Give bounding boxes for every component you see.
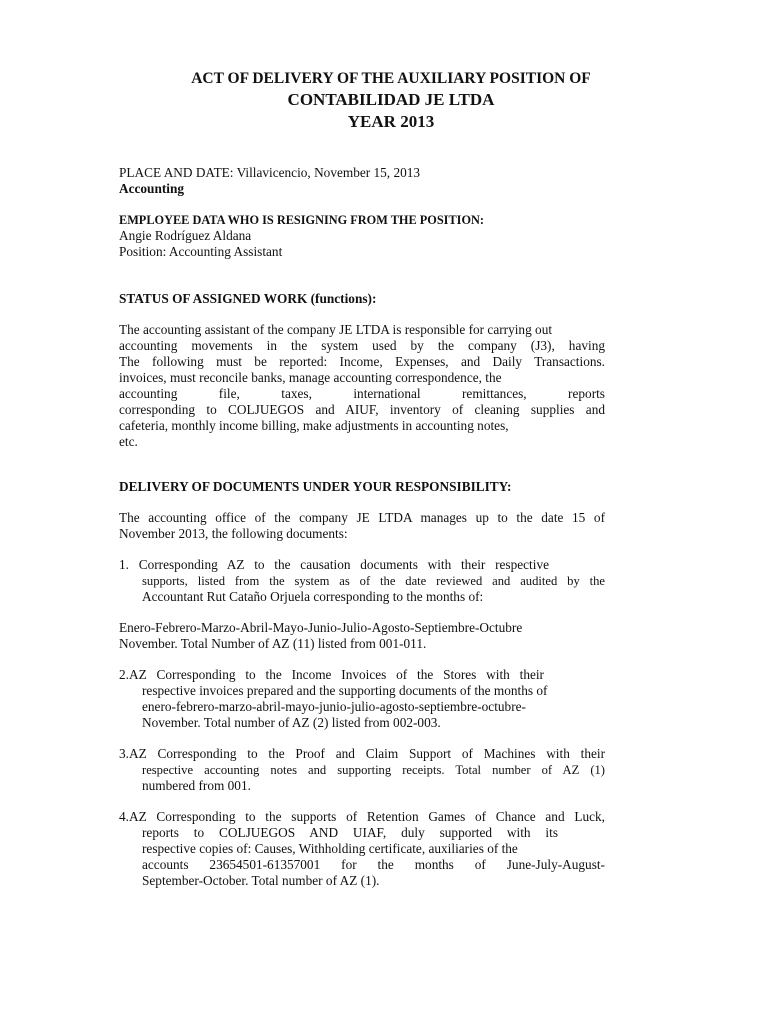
item-3-line: 3.AZ Corresponding to the Proof and Claim Support of Machines with their: [119, 746, 605, 761]
status-heading-block: [119, 291, 605, 307]
place-date-section: [119, 165, 605, 197]
item-1-line: supports, listed from the system as of the date reviewed and audited by the: [142, 574, 605, 588]
item-4-line: September-October. Total number of AZ (1).: [142, 873, 380, 888]
employee-heading: EMPLOYEE DATA WHO IS RESIGNING FROM THE POSITION:: [119, 213, 484, 227]
document-title: [0, 69, 768, 133]
status-line: invoices, must reconcile banks, manage accounting correspondence, the: [119, 370, 502, 385]
months-list: [119, 620, 605, 652]
delivery-heading-block: [119, 479, 605, 495]
status-line: accounting movements in the system used by the company (J3), having: [119, 338, 605, 353]
status-line: etc.: [119, 434, 138, 449]
months-line: Enero-Febrero-Marzo-Abril-Mayo-Junio-Julio-Agosto-Septiembre-Octubre: [119, 620, 523, 635]
delivery-intro: [119, 510, 605, 542]
item-4-line: 4.AZ Corresponding to the supports of Retention Games of Chance and Luck,: [119, 809, 605, 824]
employee-name: Angie Rodríguez Aldana: [119, 228, 252, 243]
delivery-intro-line: November 2013, the following documents:: [119, 526, 348, 541]
status-paragraph: [119, 322, 605, 450]
delivery-heading: DELIVERY OF DOCUMENTS UNDER YOUR RESPONSIBILITY:: [119, 479, 512, 494]
item-4-line: accounts 23654501-61357001 for the months of June-July-August-: [142, 857, 605, 872]
item-2-line: November. Total number of AZ (2) listed from 002-003.: [142, 715, 441, 730]
status-line: accounting file, taxes, international remittances, reports: [119, 386, 605, 401]
status-line: The accounting assistant of the company JE LTDA is responsible for carrying out: [119, 322, 553, 337]
place-date-text: PLACE AND DATE: Villavicencio, November 15, 2013: [119, 165, 421, 180]
item-2-line: enero-febrero-marzo-abril-mayo-junio-julio-agosto-septiembre-octubre-: [142, 699, 526, 714]
department-label: Accounting: [119, 181, 185, 196]
item-1-line: Accountant Rut Cataño Orjuela corresponding to the months of:: [142, 589, 484, 604]
item-4-line: respective copies of: Causes, Withholding certificate, auxiliaries of the: [142, 841, 518, 856]
status-line: cafeteria, monthly income billing, make adjustments in accounting notes,: [119, 418, 509, 433]
status-line: The following must be reported: Income, Expenses, and Daily Transactions.: [119, 354, 605, 369]
title-line-2: CONTABILIDAD JE LTDA: [287, 90, 495, 109]
delivery-item-3: [119, 746, 605, 794]
status-line: corresponding to COLJUEGOS and AIUF, inventory of cleaning supplies and: [119, 402, 605, 417]
delivery-intro-line: The accounting office of the company JE LTDA manages up to the date 15 of: [119, 510, 605, 525]
months-line: November. Total Number of AZ (11) listed from 001-011.: [119, 636, 427, 651]
delivery-item-4: [119, 809, 605, 889]
title-line-3: YEAR 2013: [347, 112, 435, 131]
item-2-line: respective invoices prepared and the supporting documents of the months of: [142, 683, 548, 698]
item-2-line: 2.AZ Corresponding to the Income Invoices of the Stores with their: [119, 667, 544, 682]
delivery-item-1: [119, 557, 605, 605]
delivery-item-2: [119, 667, 605, 731]
status-heading: STATUS OF ASSIGNED WORK (functions):: [119, 291, 377, 306]
item-3-line: numbered from 001.: [142, 778, 251, 793]
title-line-1: ACT OF DELIVERY OF THE AUXILIARY POSITION OF: [191, 70, 591, 87]
employee-section: [119, 212, 605, 260]
item-1-line: 1. Corresponding AZ to the causation documents with their respective: [119, 557, 549, 572]
item-3-line: respective accounting notes and supporting receipts. Total number of AZ (1): [142, 763, 605, 777]
employee-position: Position: Accounting Assistant: [119, 244, 283, 259]
item-4-line: reports to COLJUEGOS AND UIAF, duly supported with its: [142, 825, 558, 840]
